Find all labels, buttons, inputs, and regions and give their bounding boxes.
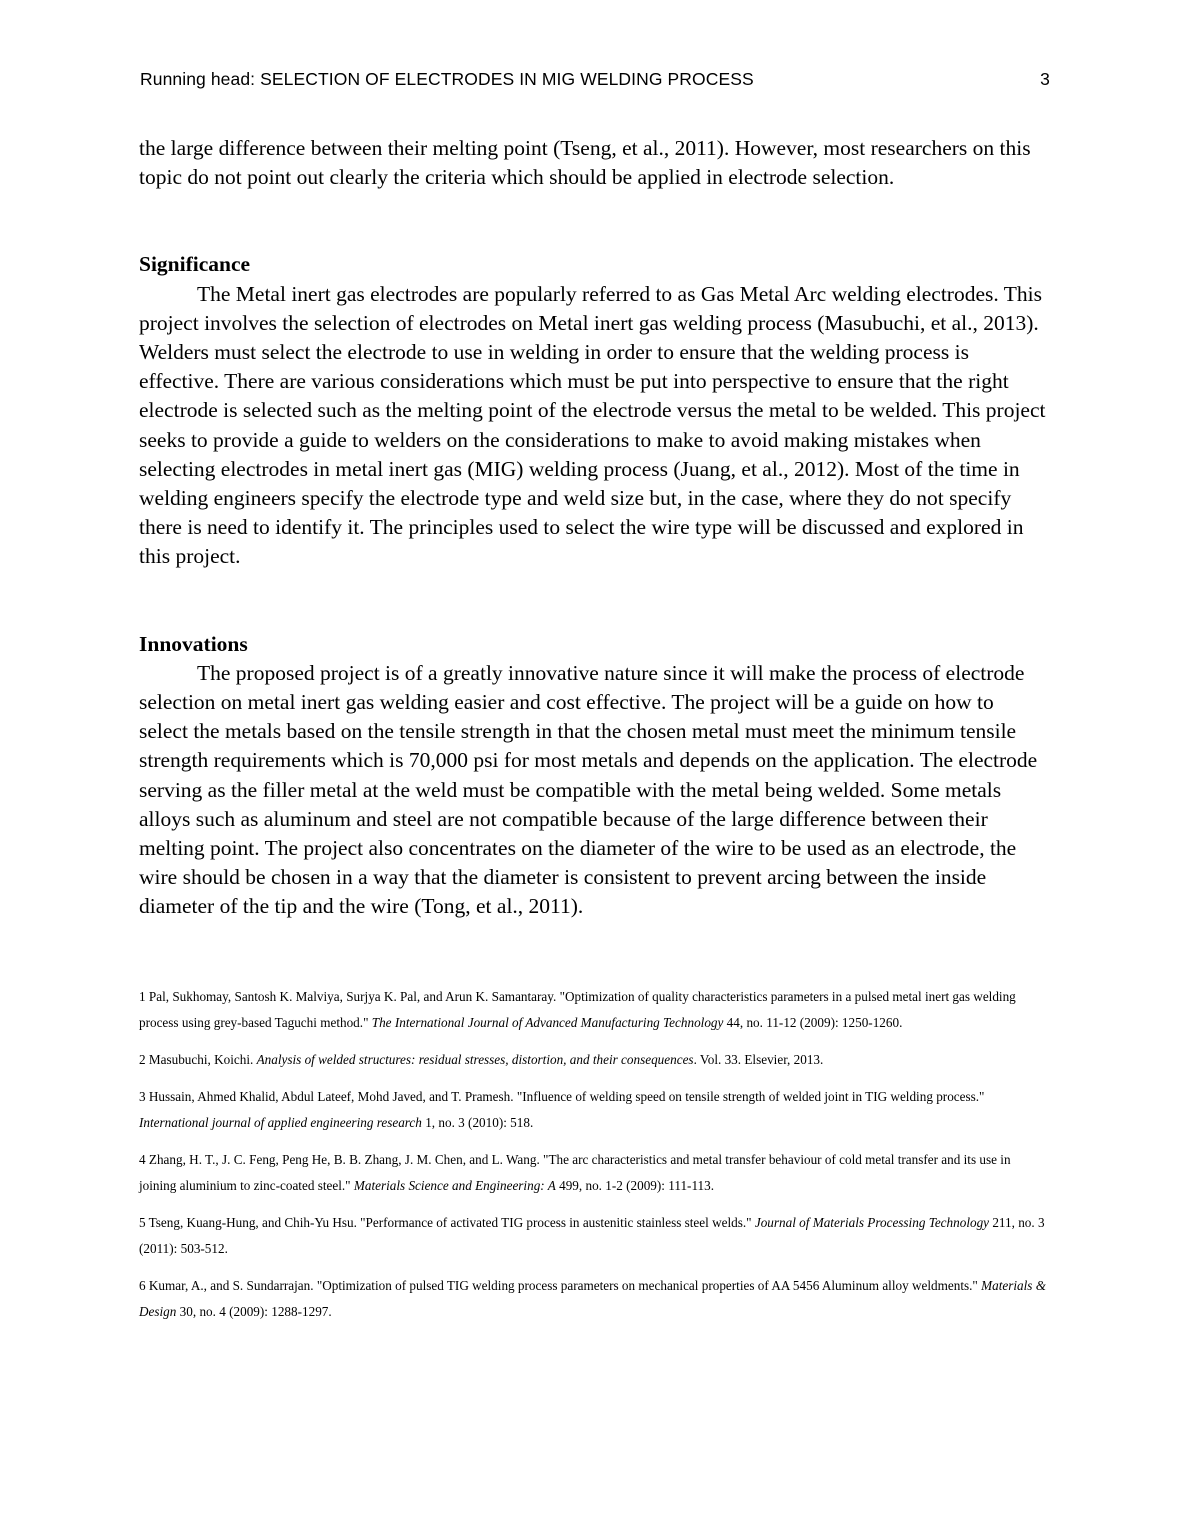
footnote-source-title: International journal of applied engineering research: [139, 1115, 422, 1130]
page-header: [140, 66, 1050, 92]
footnote-text: . Vol. 33. Elsevier, 2013.: [693, 1052, 824, 1067]
page-number: 3: [1040, 68, 1050, 89]
footnote-item: [139, 1084, 1047, 1136]
footnote-item: [139, 1147, 1047, 1199]
footnote-item: [139, 984, 1047, 1036]
footnote-source-title: Materials & Design: [139, 1278, 1046, 1319]
footnote-text: 30, no. 4 (2009): 1288-1297.: [176, 1304, 332, 1319]
footnote-text: 499, no. 1-2 (2009): 111-113.: [555, 1178, 715, 1193]
footnote-item: [139, 1273, 1047, 1325]
footnote-source-title: The International Journal of Advanced Manufacturing Technology: [371, 1015, 724, 1030]
footnote-source-title: Materials Science and Engineering: A: [353, 1178, 556, 1193]
footnote-text: 3 Hussain, Ahmed Khalid, Abdul Lateef, Mohd Javed, and T. Pramesh. "Influence of welding speed on tensile strength of welded joint in TIG welding process.": [139, 1089, 985, 1104]
footnote-text: 1, no. 3 (2010): 518.: [421, 1115, 534, 1130]
running-head: Running head: SELECTION OF ELECTRODES IN MIG WELDING PROCESS: [140, 68, 754, 89]
section-paragraph-innovations: The proposed project is of a greatly innovative nature since it will make the process of electrode selection on metal inert gas welding easier and cost effective. The project will be a guide on how to select the metals based on the tensile strength in that the chosen metal must meet the minimum tensile strength requirements which is 70,000 psi for most metals and depends on the application. The electrode serving as the filler metal at the weld must be compatible with the metal being welded. Some metals alloys such as aluminum and steel are not compatible because of the large difference between their melting point. The project also concentrates on the diameter of the wire to be used as an electrode, the wire should be chosen in a way that the diameter is consistent to prevent arcing between the inside diameter of the tip and the wire (Tong, et al., 2011).: [139, 660, 1038, 919]
section-heading-significance: Significance: [139, 252, 251, 277]
footnote-text: 6 Kumar, A., and S. Sundarrajan. "Optimization of pulsed TIG welding process parameters on mechanical properties of AA 5456 Aluminum alloy weldments.": [139, 1278, 982, 1293]
footnote-text: 4 Zhang, H. T., J. C. Feng, Peng He, B. B. Zhang, J. M. Chen, and L. Wang. "The arc characteristics and metal transfer behaviour of cold metal transfer and its use in joining aluminium to zinc-coated steel.": [139, 1152, 1011, 1193]
footnote-text: 211, no. 3 (2011): 503-512.: [139, 1215, 1045, 1256]
spacer: [139, 572, 1047, 630]
section-heading-innovations: Innovations: [139, 631, 248, 656]
section-paragraph-significance: The Metal inert gas electrodes are popularly referred to as Gas Metal Arc welding electrodes. This project involves the selection of electrodes on Metal inert gas welding process (Masubuchi, et al., 2013). Welders must select the electrode to use in welding in order to ensure that the welding process is effective. There are various considerations which must be put into perspective to ensure that the right electrode is selected such as the melting point of the electrode versus the metal to be welded. This project seeks to provide a guide to welders on the considerations to make to avoid making mistakes when selecting electrodes in metal inert gas (MIG) welding process (Juang, et al., 2012). Most of the time in welding engineers specify the electrode type and weld size but, in the case, where they do not specify there is need to identify it. The principles used to select the wire type will be discussed and explored in this project.: [139, 281, 1046, 569]
footnote-text: 2 Masubuchi, Koichi.: [139, 1052, 257, 1067]
spacer: [139, 192, 1047, 250]
opening-paragraph: the large difference between their melting point (Tseng, et al., 2011). However, most researchers on this topic do not point out clearly the criteria which should be applied in electrode selection.: [139, 136, 1031, 190]
document-body: [139, 134, 1047, 922]
footnote-item: [139, 1210, 1047, 1262]
footnotes-list: [139, 984, 1047, 1336]
footnote-text: 5 Tseng, Kuang-Hung, and Chih-Yu Hsu. "Performance of activated TIG process in austenitic stainless steel welds.": [139, 1215, 755, 1230]
footnote-text: 44, no. 11-12 (2009): 1250-1260.: [723, 1015, 903, 1030]
footnote-text: 1 Pal, Sukhomay, Santosh K. Malviya, Surjya K. Pal, and Arun K. Samantaray. "Optimization of quality characteristics parameters in a pulsed metal inert gas welding process using grey-based Taguchi method.": [139, 989, 1016, 1030]
footnote-item: [139, 1047, 1047, 1073]
footnote-source-title: Analysis of welded structures: residual stresses, distortion, and their consequences: [256, 1052, 694, 1067]
footnote-source-title: Journal of Materials Processing Technology: [754, 1215, 990, 1230]
